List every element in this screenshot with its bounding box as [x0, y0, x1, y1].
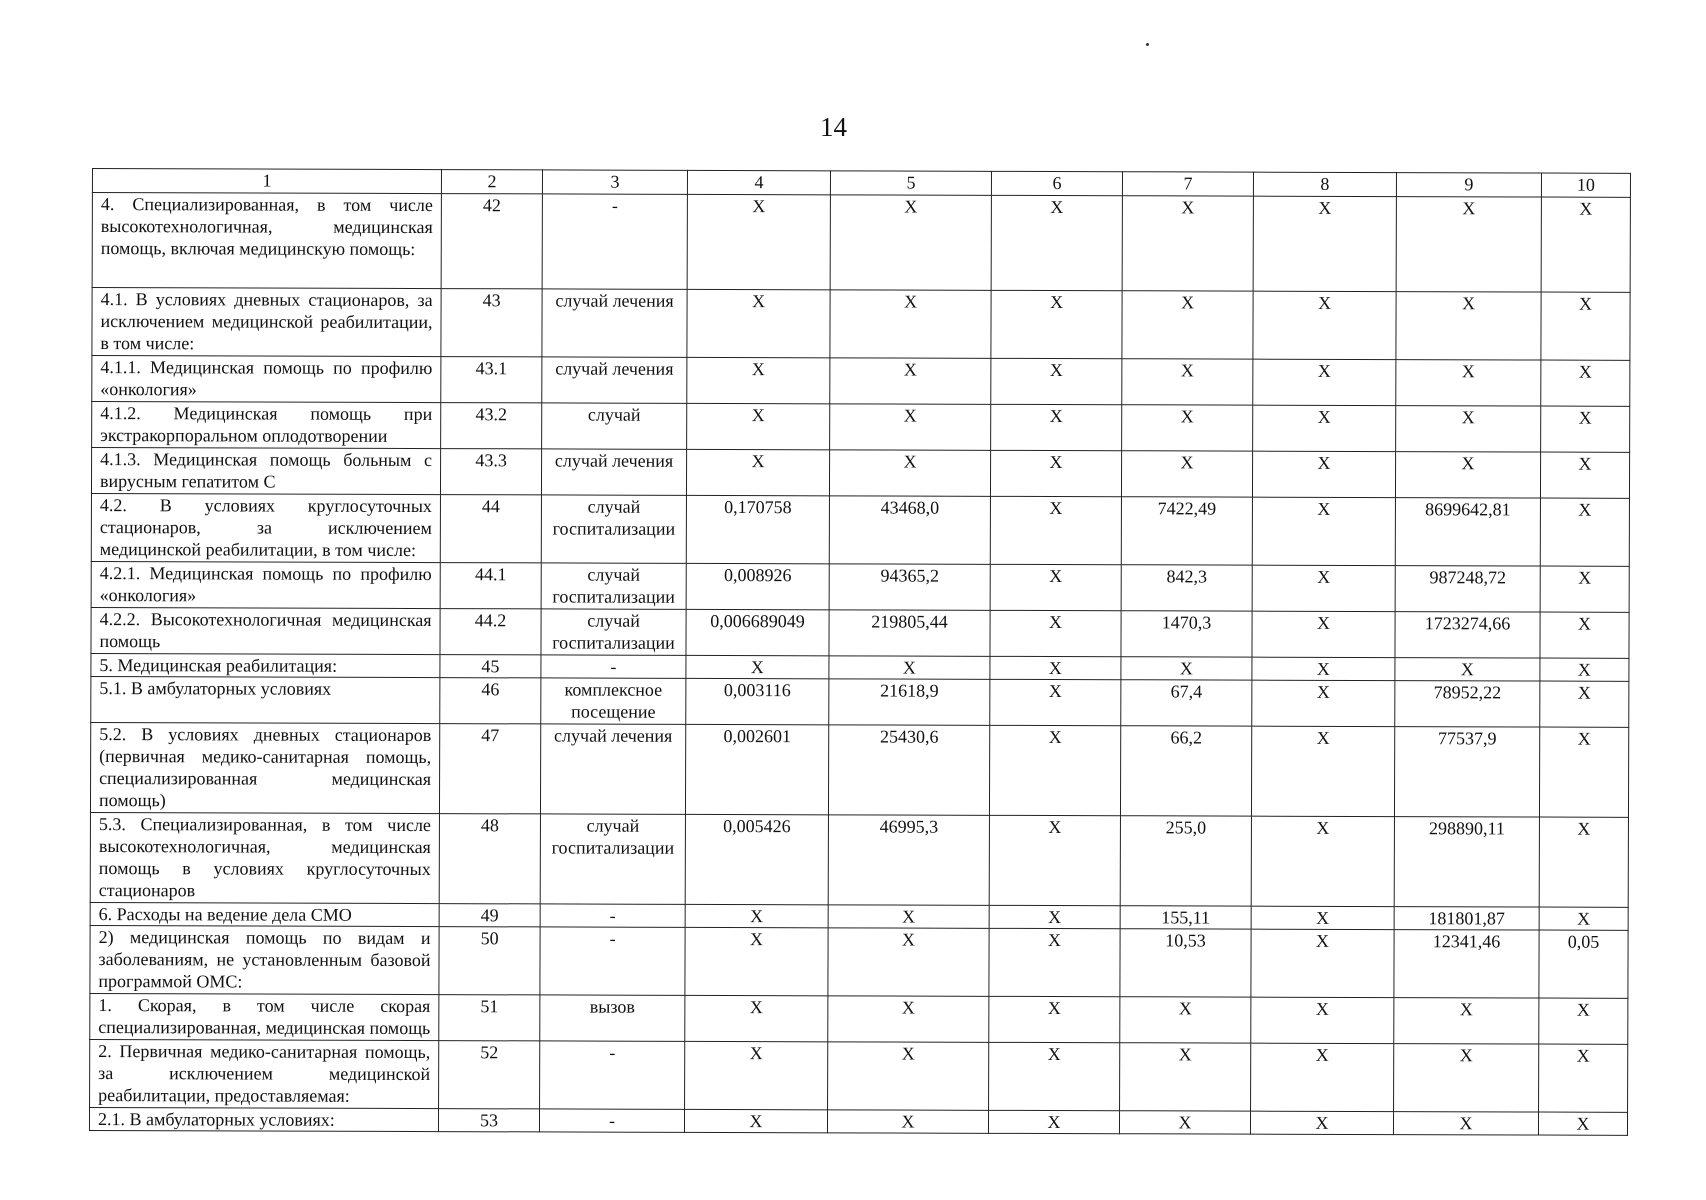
- table-cell: 1723274,66: [1395, 612, 1540, 658]
- header-cell: 6: [991, 171, 1122, 195]
- table-row: [92, 193, 1630, 293]
- header-cell: 4: [687, 170, 830, 194]
- table-cell: X: [1541, 292, 1630, 360]
- row-name-cell: 6. Расходы на ведение дела СМО: [90, 902, 439, 926]
- table-cell: X: [991, 358, 1122, 404]
- table-cell: 21618,9: [829, 679, 990, 726]
- table-cell: X: [686, 449, 829, 495]
- table-cell: вызов: [540, 995, 685, 1041]
- table-cell: 67,4: [1121, 680, 1252, 726]
- table-cell: X: [687, 194, 830, 289]
- table-cell: 66,2: [1120, 726, 1251, 816]
- table-row: [90, 722, 1628, 817]
- row-name-cell: 4.2.2. Высокотехнологичная медицинская помощь: [91, 607, 440, 654]
- table-row: [91, 607, 1629, 658]
- table-cell: 43.1: [441, 357, 542, 403]
- table-cell: 53: [438, 1109, 539, 1132]
- table-cell: X: [685, 1041, 828, 1109]
- table-cell: -: [540, 927, 685, 995]
- table-cell: 50: [439, 927, 540, 995]
- table-cell: комплексное посещение: [541, 678, 686, 724]
- table-cell: 43.3: [440, 449, 541, 495]
- table-cell: X: [990, 679, 1121, 725]
- table-cell: X: [1252, 451, 1395, 497]
- table-cell: X: [1394, 998, 1539, 1044]
- row-name-cell: 5.3. Специализированная, в том числе высокотехнологичная, медицинская помощь в условиях круглосуточных стационаров: [90, 812, 439, 903]
- table-cell: X: [990, 564, 1121, 610]
- table-cell: X: [989, 928, 1120, 996]
- header-cell: 9: [1396, 173, 1541, 197]
- table-cell: 181801,87: [1394, 907, 1539, 930]
- table-cell: 0,008926: [686, 563, 829, 609]
- table-cell: X: [828, 928, 989, 997]
- table-cell: 43468,0: [829, 496, 990, 565]
- table-cell: X: [1539, 1044, 1628, 1112]
- header-cell: 7: [1122, 172, 1253, 196]
- table-cell: X: [1253, 196, 1396, 291]
- table-cell: X: [687, 357, 830, 403]
- table-cell: 44.1: [440, 563, 541, 609]
- table-cell: 0,002601: [685, 724, 828, 814]
- table-cell: случай лечения: [540, 724, 685, 814]
- table-cell: X: [1396, 197, 1541, 292]
- table-cell: 842,3: [1121, 565, 1252, 611]
- row-name-cell: 4.1.2. Медицинская помощь при экстракорпоральном оплодотворении: [92, 402, 441, 449]
- table-cell: 51: [439, 995, 540, 1041]
- table-cell: X: [1540, 566, 1629, 612]
- table-cell: X: [830, 404, 991, 451]
- table-cell: 52: [439, 1041, 540, 1109]
- table-cell: 298890,11: [1394, 817, 1539, 907]
- table-cell: X: [1251, 726, 1394, 816]
- table-cell: X: [830, 290, 991, 359]
- table-cell: X: [1122, 359, 1253, 405]
- table-cell: X: [989, 815, 1120, 905]
- table-cell: случай лечения: [542, 357, 687, 403]
- table-cell: 987248,72: [1395, 566, 1540, 612]
- table-cell: X: [1251, 816, 1394, 906]
- row-name-cell: 5. Медицинская реабилитация:: [91, 653, 440, 677]
- table-cell: 255,0: [1120, 816, 1251, 906]
- table-cell: X: [1394, 1044, 1539, 1112]
- table-cell: X: [989, 1042, 1120, 1110]
- table-cell: -: [540, 1041, 685, 1109]
- table-cell: -: [541, 655, 686, 678]
- table-cell: 46: [440, 678, 541, 724]
- row-name-cell: 4.1.1. Медицинская помощь по профилю «онкология»: [92, 356, 441, 403]
- table-row: [90, 925, 1628, 998]
- table-cell: случай госпитализации: [541, 609, 686, 655]
- table-cell: X: [989, 996, 1120, 1042]
- table-cell: X: [1539, 907, 1628, 930]
- header-cell: 1: [92, 169, 441, 194]
- table-cell: случай лечения: [542, 289, 687, 357]
- table-row: [91, 448, 1629, 499]
- page-number: 14: [820, 112, 847, 142]
- table-cell: X: [828, 905, 989, 929]
- table-cell: случай лечения: [541, 449, 686, 495]
- table-cell: 46995,3: [828, 815, 989, 906]
- table-cell: X: [1539, 727, 1628, 817]
- table-cell: X: [685, 995, 828, 1041]
- table-row: [90, 812, 1628, 907]
- table-row: [92, 356, 1630, 407]
- row-name-cell: 4.1. В условиях дневных стационаров, за исключением медицинской реабилитации, в том числе:: [92, 288, 441, 357]
- table-cell: 43: [441, 289, 542, 357]
- table-cell: 12341,46: [1394, 930, 1539, 998]
- table-cell: 45: [440, 655, 541, 678]
- table-row: [89, 1107, 1627, 1135]
- table-cell: X: [991, 195, 1122, 290]
- table-cell: X: [1396, 292, 1541, 360]
- table-cell: X: [828, 1042, 989, 1111]
- table-cell: X: [827, 1110, 988, 1134]
- table-cell: 8699642,81: [1395, 498, 1540, 566]
- table-cell: X: [1540, 681, 1629, 727]
- scan-speck: [1146, 43, 1149, 46]
- row-name-cell: 1. Скорая, в том числе скорая специализированная, медицинская помощь: [90, 993, 439, 1040]
- table-cell: -: [540, 904, 685, 927]
- table-cell: X: [1540, 658, 1629, 681]
- table-cell: X: [989, 905, 1120, 928]
- header-cell: 5: [830, 171, 991, 196]
- table-row: [92, 288, 1630, 361]
- table-cell: X: [1251, 997, 1394, 1043]
- table-cell: 1470,3: [1121, 611, 1252, 657]
- table-cell: X: [1251, 929, 1394, 997]
- table-cell: X: [1120, 997, 1251, 1043]
- table-cell: X: [1540, 452, 1629, 498]
- table-cell: X: [990, 496, 1121, 564]
- table-cell: X: [991, 290, 1122, 358]
- table-cell: X: [1122, 291, 1253, 359]
- table-cell: X: [1122, 196, 1253, 291]
- table-cell: X: [1541, 360, 1630, 406]
- table-cell: X: [990, 610, 1121, 656]
- table-cell: -: [542, 194, 687, 289]
- table-cell: 49: [439, 904, 540, 927]
- table-cell: 47: [439, 724, 540, 814]
- data-table: [89, 168, 1631, 1136]
- table-cell: X: [1538, 1112, 1627, 1135]
- table-cell: 44.2: [440, 609, 541, 655]
- row-name-cell: 4.2. В условиях круглосуточных стационаров, за исключением медицинской реабилитации, в том числе:: [91, 493, 440, 562]
- table-cell: 48: [439, 814, 540, 904]
- table-cell: X: [1395, 658, 1540, 681]
- table-cell: X: [829, 656, 990, 680]
- table-cell: 0,003116: [686, 678, 829, 724]
- table-cell: X: [1251, 1043, 1394, 1111]
- header-cell: 2: [441, 170, 542, 194]
- header-cell: 10: [1541, 173, 1630, 197]
- table-cell: X: [685, 904, 828, 927]
- table-cell: X: [1541, 197, 1630, 292]
- table-cell: 25430,6: [828, 725, 989, 816]
- table-cell: X: [828, 996, 989, 1043]
- table-cell: X: [685, 927, 828, 995]
- table-cell: 44: [440, 495, 541, 563]
- table-cell: X: [830, 195, 991, 291]
- row-name-cell: 4. Специализированная, в том числе высокотехнологичная, медицинская помощь, включая медицинскую помощь:: [92, 193, 441, 289]
- table-cell: X: [1252, 497, 1395, 565]
- table-row: [92, 402, 1630, 453]
- table-cell: 155,11: [1120, 906, 1251, 929]
- table-cell: X: [687, 403, 830, 449]
- table-cell: X: [1541, 406, 1630, 452]
- table-cell: X: [1539, 817, 1628, 907]
- table-cell: X: [1540, 612, 1629, 658]
- table-cell: 219805,44: [829, 610, 990, 657]
- row-name-cell: 2) медицинская помощь по видам и заболеваниям, не установленным базовой программой ОМС:: [90, 925, 439, 994]
- table-cell: X: [1251, 906, 1394, 929]
- table-cell: X: [1119, 1111, 1250, 1134]
- table-cell: 0,05: [1539, 930, 1628, 998]
- table-cell: X: [1393, 1112, 1538, 1135]
- row-name-cell: 5.2. В условиях дневных стационаров (первичная медико-санитарная помощь, специализированная медицинская помощь): [90, 722, 439, 813]
- table-cell: X: [1121, 657, 1252, 680]
- table-cell: X: [687, 289, 830, 357]
- table-cell: X: [1252, 565, 1395, 611]
- table-cell: X: [990, 656, 1121, 679]
- table-cell: X: [1253, 291, 1396, 359]
- header-cell: 3: [542, 170, 687, 194]
- table-cell: X: [1395, 452, 1540, 498]
- table-cell: 0,170758: [686, 495, 829, 563]
- table-cell: X: [1540, 498, 1629, 566]
- table-cell: случай госпитализации: [541, 563, 686, 609]
- table-cell: X: [829, 450, 990, 497]
- table-row: [90, 1039, 1628, 1112]
- table-cell: 7422,49: [1121, 497, 1252, 565]
- table-row: [91, 561, 1629, 612]
- table-cell: X: [830, 358, 991, 405]
- table-cell: X: [989, 725, 1120, 815]
- table-cell: 43.2: [441, 403, 542, 449]
- table-cell: X: [990, 450, 1121, 496]
- table-row: [91, 676, 1629, 727]
- table-row: [90, 993, 1628, 1044]
- table-cell: X: [1252, 657, 1395, 680]
- table-cell: 0,005426: [685, 814, 828, 904]
- table-cell: случай: [542, 403, 687, 449]
- row-name-cell: 4.2.1. Медицинская помощь по профилю «онкология»: [91, 561, 440, 608]
- row-name-cell: 5.1. В амбулаторных условиях: [91, 676, 440, 723]
- table-cell: X: [988, 1110, 1119, 1133]
- table-cell: X: [1253, 405, 1396, 451]
- table-cell: X: [684, 1109, 827, 1132]
- table-cell: 0,006689049: [686, 609, 829, 655]
- table-cell: X: [1120, 1043, 1251, 1111]
- table-cell: X: [1250, 1111, 1393, 1134]
- table-cell: X: [991, 404, 1122, 450]
- row-name-cell: 4.1.3. Медицинская помощь больным с вирусным гепатитом С: [91, 448, 440, 495]
- table-cell: 94365,2: [829, 564, 990, 611]
- table-cell: 42: [441, 194, 542, 289]
- table-cell: случай госпитализации: [541, 495, 686, 563]
- table-cell: X: [1122, 405, 1253, 451]
- table-cell: X: [686, 655, 829, 678]
- table-cell: 77537,9: [1394, 727, 1539, 817]
- table-row: [91, 493, 1629, 566]
- table-cell: X: [1253, 359, 1396, 405]
- table-cell: 78952,22: [1395, 681, 1540, 727]
- header-cell: 8: [1253, 172, 1396, 196]
- row-name-cell: 2.1. В амбулаторных условиях:: [89, 1107, 438, 1131]
- row-name-cell: 2. Первичная медико-санитарная помощь, за исключением медицинской реабилитации, предоставляемая:: [90, 1039, 439, 1108]
- table-cell: 10,53: [1120, 929, 1251, 997]
- table-cell: X: [1121, 451, 1252, 497]
- table-cell: X: [1396, 360, 1541, 406]
- table-cell: X: [1252, 611, 1395, 657]
- table-cell: случай госпитализации: [540, 814, 685, 904]
- table-cell: -: [539, 1109, 684, 1132]
- table-cell: X: [1539, 998, 1628, 1044]
- table-cell: X: [1396, 406, 1541, 452]
- table-cell: X: [1252, 680, 1395, 726]
